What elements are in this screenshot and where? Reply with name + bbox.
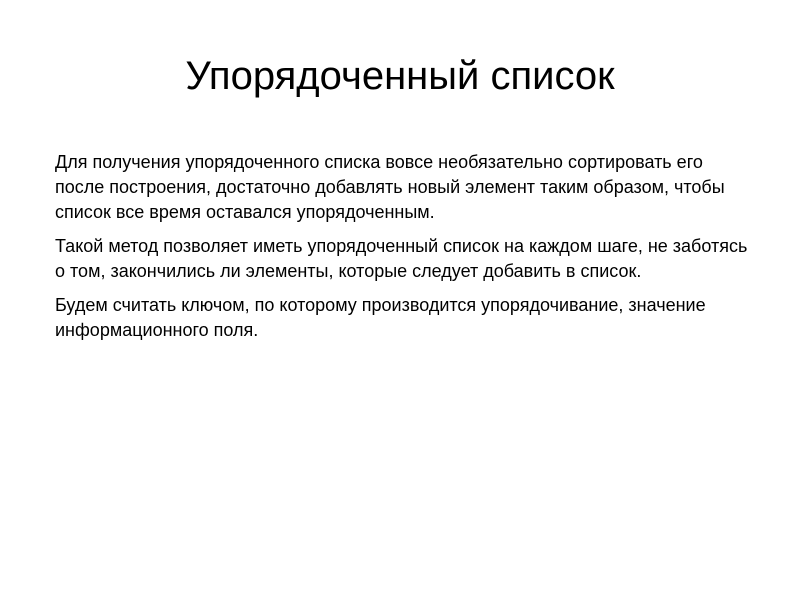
body-paragraph: Для получения упорядоченного списка вовсе необязательно сортировать его после построения, достаточно добавлять новый элемент таким образом, чтобы список все время оставался упорядоченным. (55, 152, 725, 222)
body-paragraph: Такой метод позволяет иметь упорядоченный список на каждом шаге, не заботясь о том, закончились ли элементы, которые следует добавить в список. (55, 236, 748, 281)
slide-body (55, 150, 755, 352)
slide-title: Упорядоченный список (185, 54, 615, 98)
body-paragraph: Будем считать ключом, по которому производится упорядочивание, значение информационного поля. (55, 295, 706, 340)
